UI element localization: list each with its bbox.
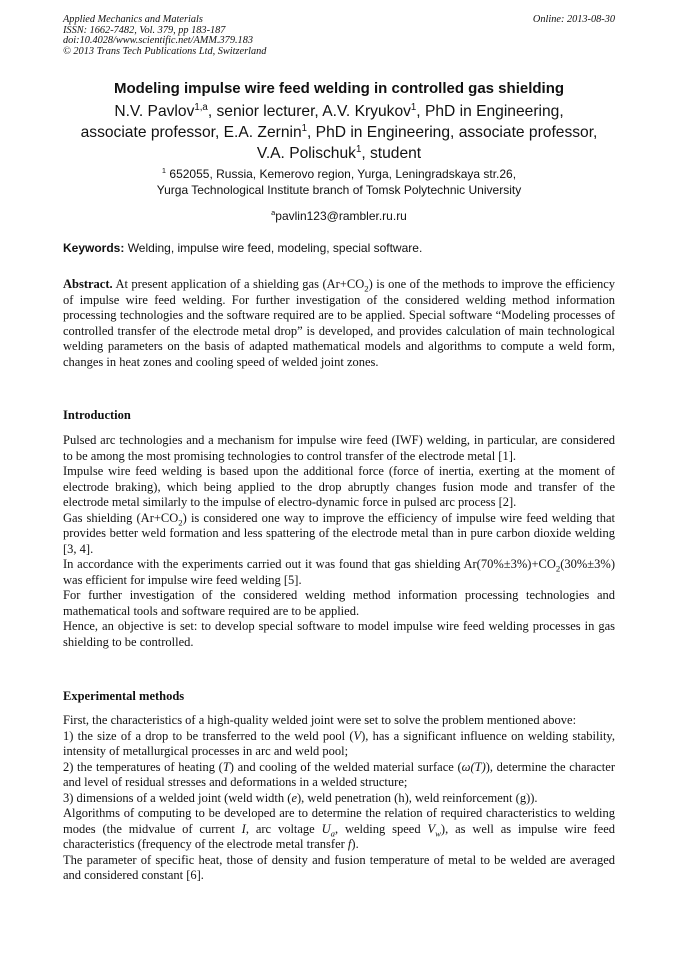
author-text: , senior lecturer, A.V. Kryukov [207, 103, 411, 120]
subscript: 2 [178, 517, 183, 527]
keywords-label: Keywords: [63, 241, 125, 255]
subscript: 2 [555, 563, 561, 574]
section-heading-experimental-methods: Experimental methods [63, 689, 185, 703]
variable: I [241, 821, 246, 836]
list-item [63, 729, 615, 760]
text-run: , arc voltage [245, 821, 322, 836]
introduction-body [63, 433, 615, 650]
abstract-text: ) is one of the methods to improve the efficiency of impulse wire feed welding. For further investigation of the considered welding method information processing technologies and the software required are to be applied. Special software “Modeling processes of controlled transfer of the electrode metal drop” is developed, and provides calculation of main technological welding parameters on the basis of adapted mathematical models and algorithms to compute a weld form, changes in heat zones and cooling speed of welded joint zones. [63, 277, 615, 369]
author-name: N.V. Pavlov [114, 103, 195, 120]
experimental-body [63, 713, 615, 884]
text-run: (30%±3%) was efficient for impulse wire feed welding [5]. [63, 557, 615, 587]
text-run: ) and cooling of the welded material surface ( [229, 759, 462, 774]
text-run: Gas shielding (Ar+CO [63, 510, 179, 525]
subscript: 2 [364, 283, 369, 294]
text-run: ), weld penetration (h), weld reinforcement (g)). [297, 790, 538, 805]
affiliation-sup: 1 [161, 166, 167, 175]
text-run: 2) the temperatures of heating ( [63, 759, 223, 774]
author-text: , student [361, 145, 422, 162]
author-text: , PhD in Engineering, [416, 103, 564, 120]
variable: U [321, 821, 331, 836]
paragraph: Pulsed arc technologies and a mechanism for impulse wire feed (IWF) welding, in particular, are considered to be among the most promising technologies to control transfer of the electrode metal [1]. [63, 433, 615, 463]
text-run: ), determine the character and level of residual stresses and deformations in a welded structure; [63, 759, 615, 789]
doi: doi:10.4028/www.scientific.net/AMM.379.183 [63, 35, 253, 47]
author-affil-sup: 1 [355, 143, 362, 155]
author-affil-sup: 1 [410, 101, 417, 113]
list-item [63, 760, 615, 791]
affiliation [40, 166, 638, 198]
author-text: , PhD in Engineering, associate professor, [307, 124, 598, 141]
variable: e [291, 790, 297, 805]
list-item [63, 791, 615, 807]
variable: V [427, 821, 436, 836]
variable: ω(T) [461, 759, 486, 774]
text-run: In accordance with the experiments carried out it was found that gas shielding Ar(70%±3%)+CO [63, 557, 556, 571]
author-list [40, 101, 638, 164]
paragraph: The parameter of specific heat, those of density and fusion temperature of metal to be welded are averaged and considered constant [6]. [63, 852, 615, 882]
online-date: Online: 2013-08-30 [532, 14, 615, 25]
variable-subscript: w [435, 828, 441, 838]
variable: T [222, 759, 230, 774]
section-heading-introduction: Introduction [63, 408, 131, 422]
journal-name: Applied Mechanics and Materials [63, 14, 203, 25]
journal-header [63, 15, 615, 57]
copyright: © 2013 Trans Tech Publications Ltd, Switzerland [63, 45, 267, 57]
paragraph [63, 557, 615, 588]
contact-email [40, 208, 638, 224]
text-run: 1) the size of a drop to be transferred to the weld pool ( [63, 728, 354, 743]
abstract-text: At present application of a shielding gas (Ar+CO [112, 277, 365, 291]
text-run: ). [351, 837, 359, 851]
keywords-text: Welding, impulse wire feed, modeling, special software. [124, 241, 423, 255]
variable: f [347, 837, 352, 851]
text-run: Algorithms of computing to be developed are to determine the relation of required characteristics to welding modes (the midvalue of current [63, 806, 615, 836]
author-affil-sup: 1,a [194, 101, 208, 113]
text-run: 3) dimensions of a welded joint (weld width ( [63, 790, 292, 805]
author-affil-sup: 1 [301, 122, 307, 134]
paragraph [63, 511, 615, 558]
text-run: ), as well as impulse wire feed characteristics (frequency of the electrode metal transfer [63, 821, 615, 851]
paragraph: Hence, an objective is set: to develop special software to model impulse wire feed welding processes in gas shielding to be controlled. [63, 619, 615, 649]
variable: V [353, 728, 362, 743]
issn: ISSN: 1662-7482, Vol. 379, pp 183-187 [63, 24, 226, 36]
abstract [63, 277, 615, 370]
paragraph [63, 806, 615, 853]
text-run: ), has a significant influence on welding stability, intensity of metallurgical processes in arc and weld pool; [63, 728, 615, 758]
paragraph: First, the characteristics of a high-quality welded joint were set to solve the problem mentioned above: [63, 713, 577, 727]
text-run: ) is considered one way to improve the efficiency of impulse wire feed welding that provides better weld formation and less spattering of the electrode metal than in pure carbon dioxide welding [3, 4]. [63, 510, 615, 556]
text-run: , welding speed [335, 821, 428, 836]
email-address: pavlin123@rambler.ru.ru [275, 209, 407, 223]
affiliation-line: 652055, Russia, Kemerovo region, Yurga, Leningradskaya str.26, [166, 167, 517, 181]
paragraph: Impulse wire feed welding is based upon the additional force (force of inertia, exerting at the moment of electrode braking), which being applied to the drop abruptly changes fusion mode and transfer of the electrode metal similarly to the impulse of electro-dynamic force in pulsed arc process [2]. [63, 464, 615, 509]
email-sup: a [271, 208, 276, 217]
author-text: associate professor, E.A. Zernin [80, 124, 302, 141]
author-text: V.A. Polischuk [256, 145, 356, 162]
paper-title: Modeling impulse wire feed welding in controlled gas shielding [113, 80, 565, 97]
variable-subscript: a [330, 828, 335, 838]
keywords [63, 240, 615, 256]
paragraph: For further investigation of the considered welding method information processing technologies and mathematical tools and software required are to be applied. [63, 588, 615, 618]
affiliation-line: Yurga Technological Institute branch of Tomsk Polytechnic University [156, 183, 522, 197]
abstract-label: Abstract. [63, 277, 113, 291]
